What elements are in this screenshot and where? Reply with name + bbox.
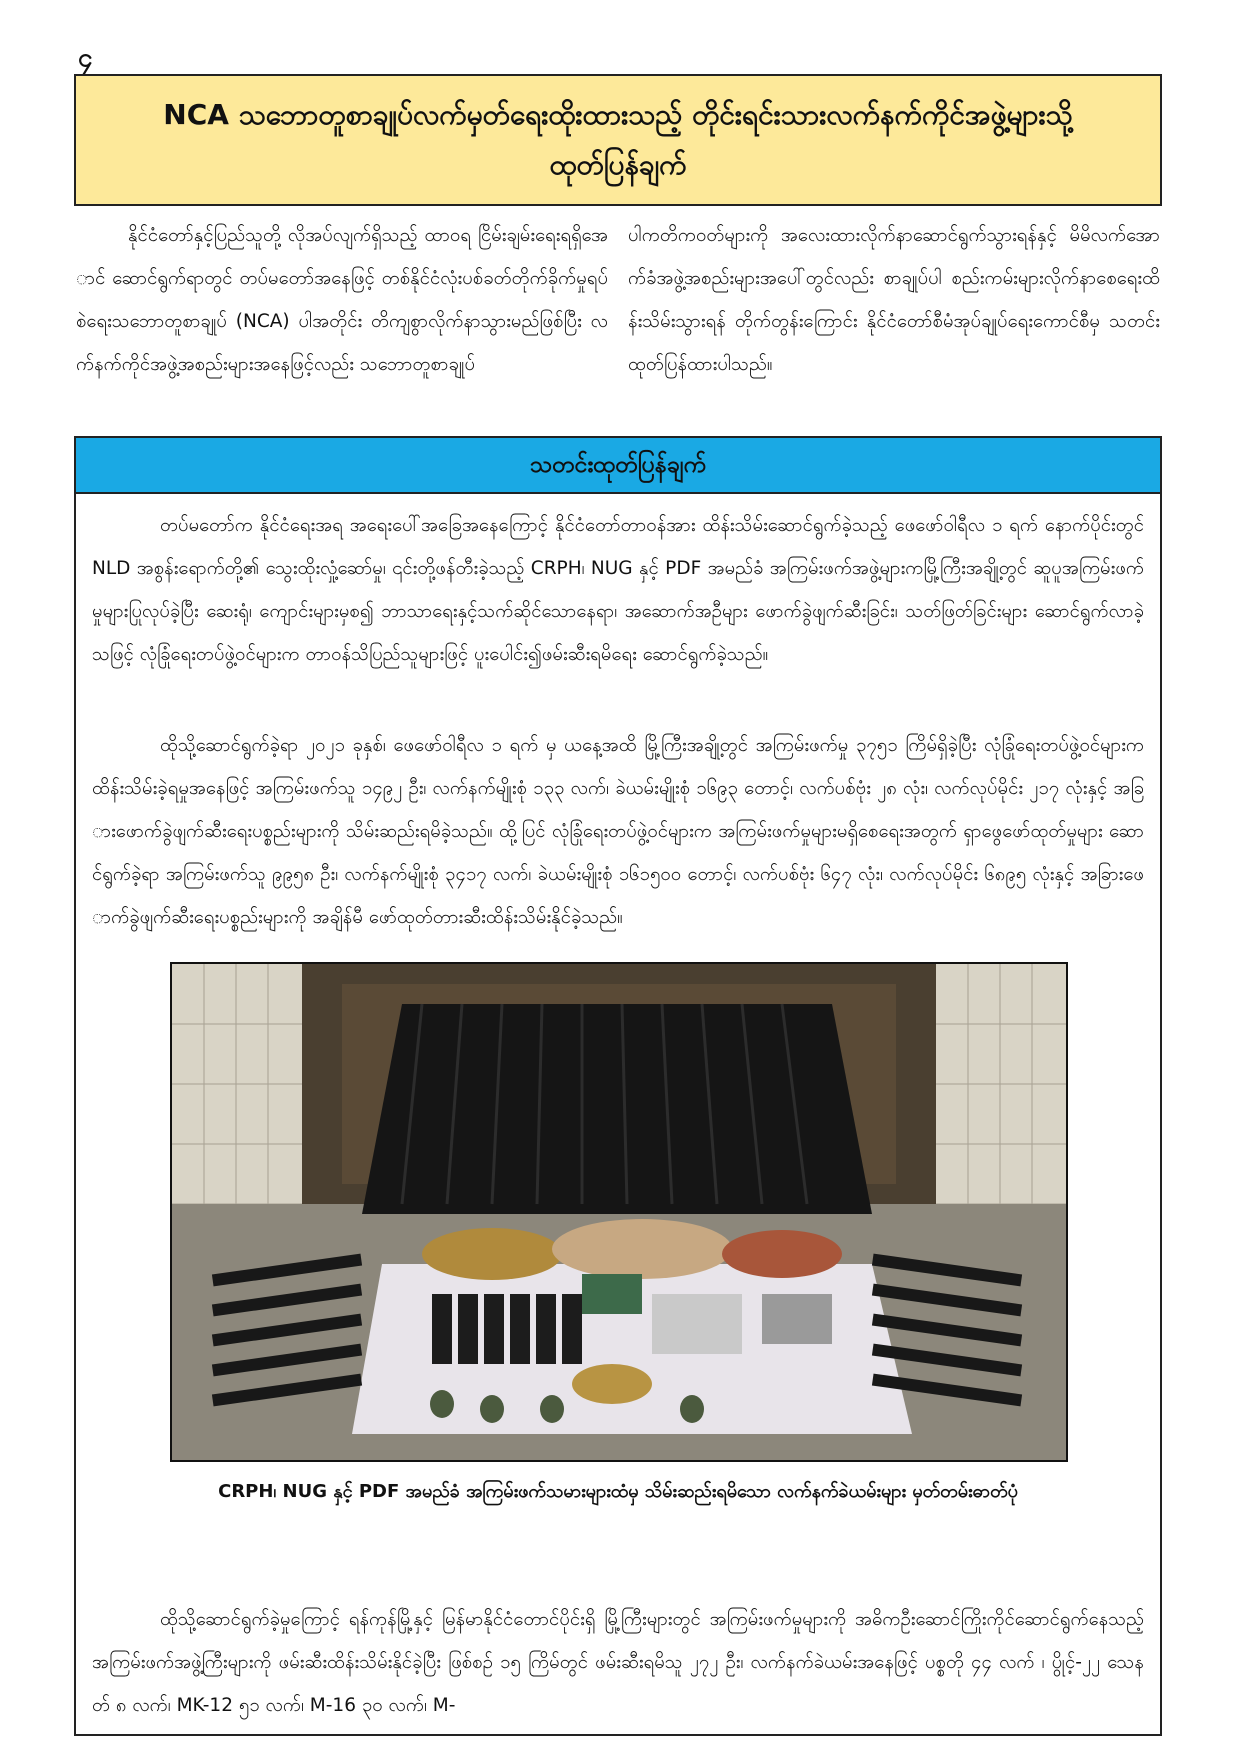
paragraph-2: ထိုသို့ဆောင်ရွက်ခဲ့ရာ ၂၀၂၁ ခုနှစ်၊ ဖေဖော်ဝါရီလ ၁ ရက် မှ ယနေ့အထိ မြို့ကြီးအချို့တွင် အကြမ်းဖက်မှု ၃၇၅၁ ကြိမ်ရှိခဲ့ပြီး လုံခြုံရေးတပ်ဖွဲ့ဝင်များက ထိန်းသိမ်းခဲ့ရမှုအနေဖြင့် အကြမ်းဖက်သူ ၁၄၉၂ ဦး၊ လက်နက်မျိုးစုံ ၁၃၃ လက်၊ ခဲယမ်းမျိုးစုံ ၁၆၉၃ တောင့်၊ လက်ပစ်ဗုံး ၂၈ လုံး၊ လက်လုပ်မိုင်း ၂၁၇ လုံးနှင့် အခြားဖောက်ခွဲဖျက်ဆီးရေးပစ္စည်းများကို သိမ်းဆည်းရမိခဲ့သည်။ ထို့ပြင် လုံခြုံရေးတပ်ဖွဲ့ဝင်များက အကြမ်းဖက်မှုများမရှိစေရေးအတွက် ရှာဖွေဖော်ထုတ်မှုများ ဆောင်ရွက်ခဲ့ရာ အကြမ်းဖက်သူ ၉၉၅၈ ဦး၊ လက်နက်မျိုးစုံ ၃၄၁၇ လက်၊ ခဲယမ်းမျိုးစုံ ၁၆၁၅၀၀ တောင့်၊ လက်ပစ်ဗုံး ၆၄၇ လုံး၊ လက်လုပ်မိုင်း ၆၈၉၅ လုံးနှင့် အခြားဖောက်ခွဲဖျက်ဆီးရေးပစ္စည်းများကို အချိန်မီ ဖော်ထုတ်တားဆီးထိန်းသိမ်းနိုင်ခဲ့သည်။ [92,735,1144,928]
intro-left-column: နိုင်ငံတော်နှင့်ပြည်သူတို့ လိုအပ်လျက်ရှိသည့် ထာဝရ ငြိမ်းချမ်းရေးရရှိအောင် ဆောင်ရွက်ရာတွင် တပ်မတော်အနေဖြင့် တစ်နိုင်ငံလုံးပစ်ခတ်တိုက်ခိုက်မှုရပ်စဲရေးသဘောတူစာချုပ် (NCA) ပါအတိုင်း တိကျစွာလိုက်နာသွားမည်ဖြစ်ပြီး လက်နက်ကိုင်အဖွဲ့အစည်းများအနေဖြင့်လည်း သဘောတူစာချုပ် [76,225,608,375]
seized-weapons-photo [170,962,1068,1462]
title-banner [74,74,1162,206]
photo-caption: CRPH၊ NUG နှင့် PDF အမည်ခံ အကြမ်းဖက်သမားများထံမှ သိမ်းဆည်းရမိသော လက်နက်ခဲယမ်းများ မှတ်တမ်းဓာတ်ပုံ [218,1481,1018,1502]
intro-columns [76,214,1160,432]
page-number: ၄ [78,43,93,73]
paragraph-1: တပ်မတော်က နိုင်ငံရေးအရ အရေးပေါ်အခြေအနေကြောင့် နိုင်ငံတော်တာဝန်အား ထိန်းသိမ်းဆောင်ရွက်ခဲ့သည့် ဖေဖော်ဝါရီလ ၁ ရက် နောက်ပိုင်းတွင် NLD အစွန်းရောက်တို့၏ သွေးထိုးလှုံ့ဆော်မှု၊ ၎င်းတို့ဖန်တီးခဲ့သည့် CRPH၊ NUG နှင့် PDF အမည်ခံ အကြမ်းဖက်အဖွဲ့များကမြို့ကြီးအချို့တွင် ဆူပူအကြမ်းဖက်မှုများပြုလုပ်ခဲ့ပြီး ဆေးရုံ၊ ကျောင်းများမှစ၍ ဘာသာရေးနှင့်သက်ဆိုင်သောနေရာ၊ အဆောက်အဦများ ဖောက်ခွဲဖျက်ဆီးခြင်း၊ သတ်ဖြတ်ခြင်းများ ဆောင်ရွက်လာခဲ့သဖြင့် လုံခြုံရေးတပ်ဖွဲ့ဝင်များက တာဝန်သိပြည်သူများဖြင့် ပူးပေါင်း၍ဖမ်းဆီးရမိရေး ဆောင်ရွက်ခဲ့သည်။ [92,515,1144,665]
intro-right-column: ပါကတိကဝတ်များကို အလေးထားလိုက်နာဆောင်ရွက်သွားရန်နှင့် မိမိလက်အောက်ခံအဖွဲ့အစည်းများအပေါ်တွင်လည်း စာချုပ်ပါ စည်းကမ်းများလိုက်နာစေရေးထိန်းသိမ်းသွားရန် တိုက်တွန်းကြောင်း နိုင်ငံတော်စီမံအုပ်ချုပ်ရေးကောင်စီမှ သတင်းထုတ်ပြန်ထားပါသည်။ [628,225,1160,375]
title-line-2: ထုတ်ပြန်ချက် [549,148,687,181]
title-line-1: NCA သဘောတူစာချုပ်လက်မှတ်ရေးထိုးထားသည့် တိုင်းရင်းသားလက်နက်ကိုင်အဖွဲ့များသို့ [163,98,1073,131]
section-header: သတင်းထုတ်ပြန်ချက် [76,438,1160,494]
paragraph-3: ထိုသို့ဆောင်ရွက်ခဲ့မှုကြောင့် ရန်ကုန်မြို့နှင့် မြန်မာနိုင်ငံတောင်ပိုင်းရှိ မြို့ကြီးများတွင် အကြမ်းဖက်မှုများကို အဓိကဦးဆောင်ကြိုးကိုင်ဆောင်ရွက်နေသည့် အကြမ်းဖက်အဖွဲ့ကြီးများကို ဖမ်းဆီးထိန်းသိမ်းနိုင်ခဲ့ပြီး ဖြစ်စဉ် ၁၅ ကြိမ်တွင် ဖမ်းဆီးရမိသူ ၂၇၂ ဦး၊ လက်နက်ခဲယမ်းအနေဖြင့် ပစ္စတို ၄၄ လက် ၊ ပွိုင့်-၂၂ သေနတ် ၈ လက်၊ MK-12 ၅၁ လက်၊ M-16 ၃၀ လက်၊ M- [92,1609,1144,1716]
press-release-box [74,436,1162,1736]
